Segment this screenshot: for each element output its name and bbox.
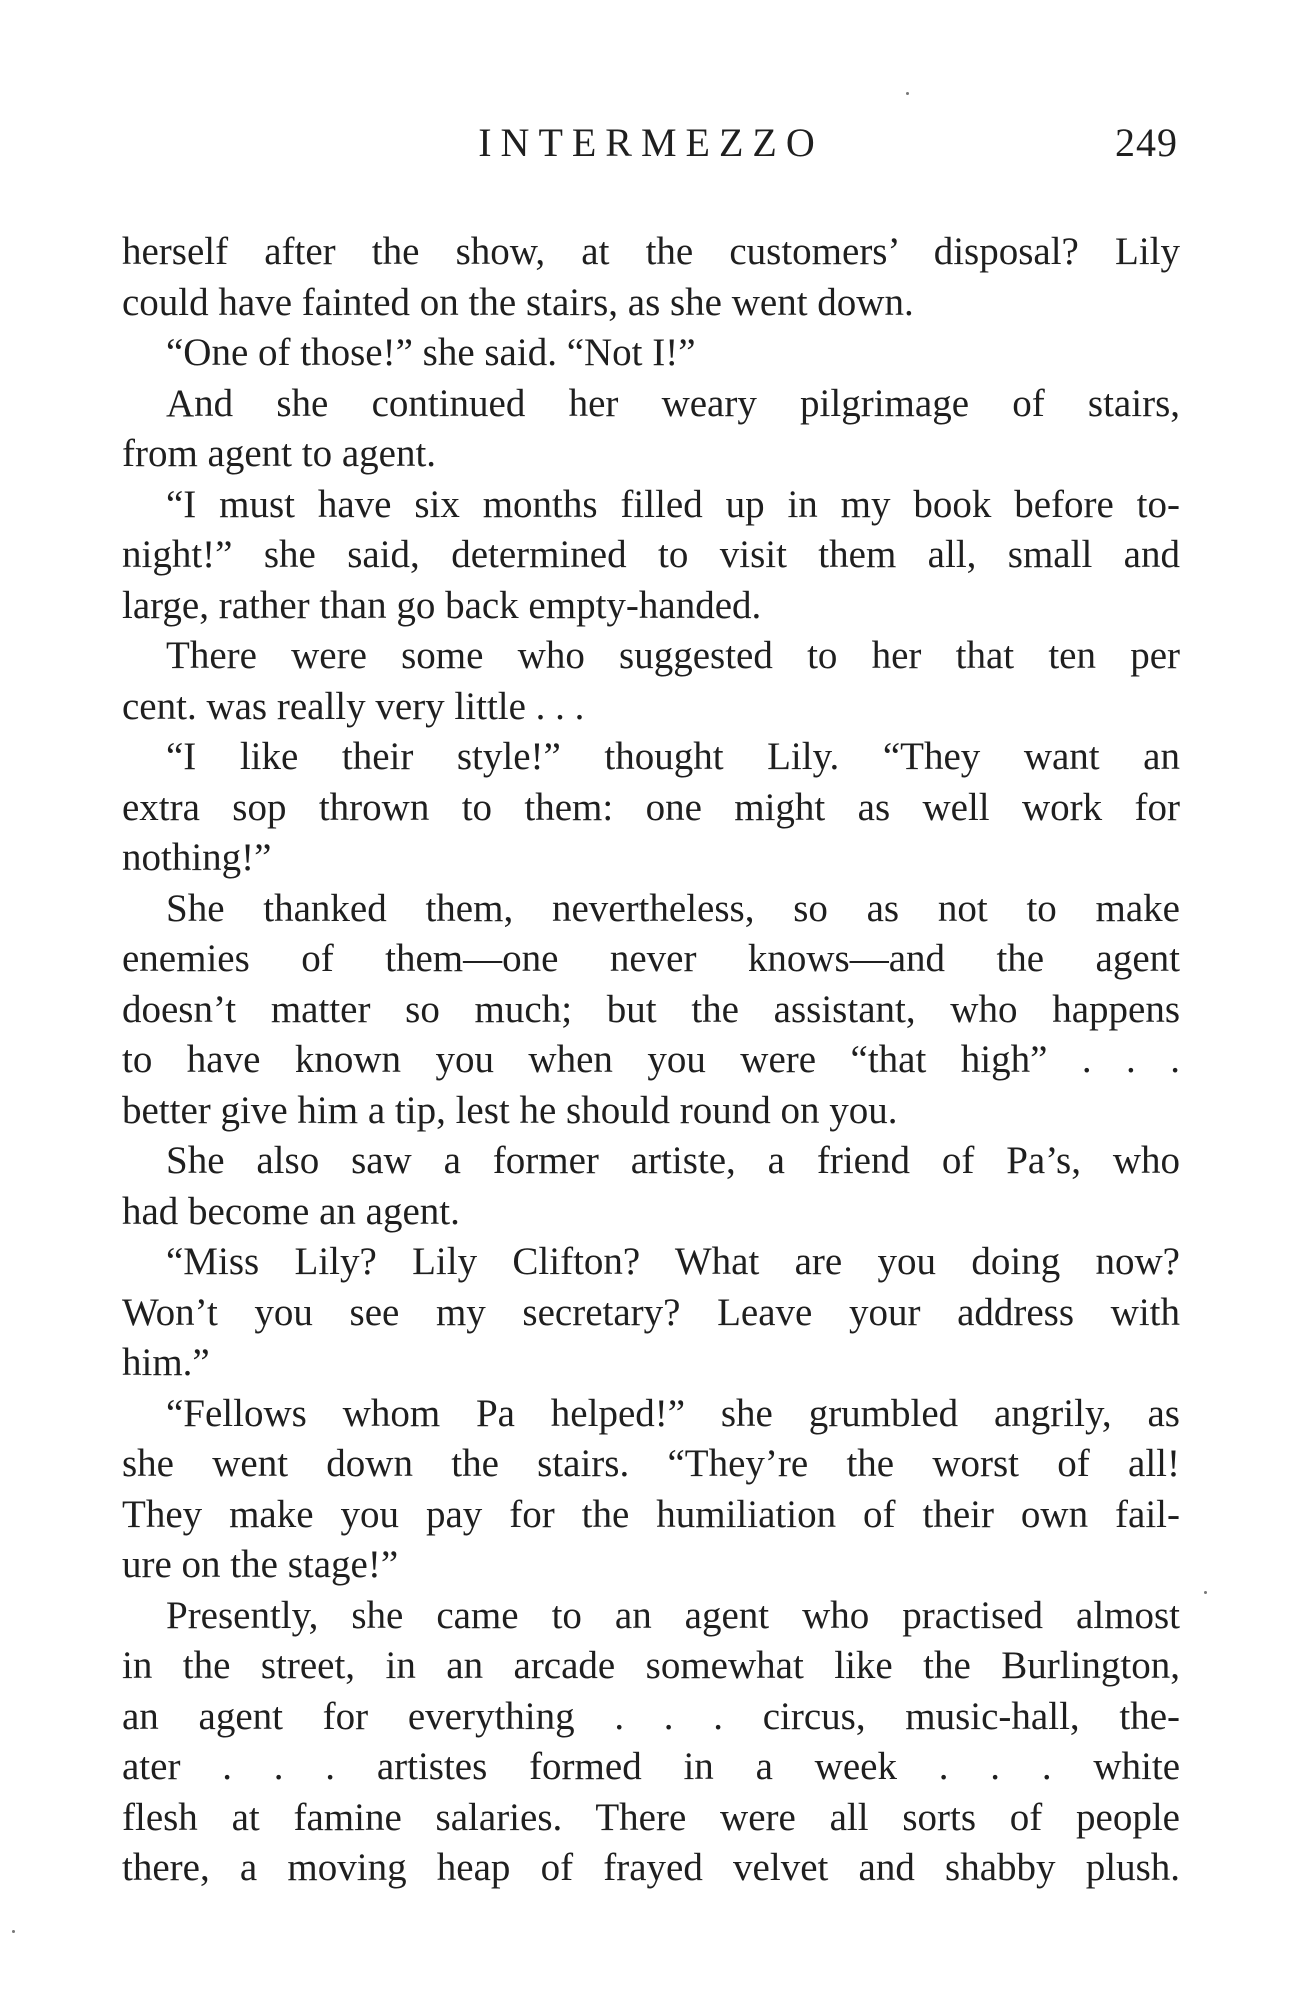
text-line: They make you pay for the humiliation of their own fail- <box>122 1492 1180 1536</box>
text-line: There were some who suggested to her that ten per <box>166 634 1180 677</box>
text-line: herself after the show, at the customers’ disposal? Lily <box>122 230 1180 273</box>
text-line: flesh at famine salaries. There were all sorts of people <box>122 1795 1180 1839</box>
text-line: from agent to agent. <box>122 432 437 475</box>
paper-speck <box>12 1930 15 1933</box>
running-title: INTERMEZZO <box>478 120 824 165</box>
text-line: night!” she said, determined to visit them all, small and <box>122 533 1180 576</box>
text-line: “Fellows whom Pa helped!” she grumbled angrily, as <box>166 1391 1180 1435</box>
text-line: enemies of them—one never knows—and the agent <box>122 937 1180 980</box>
text-line: large, rather than go back empty-handed. <box>122 583 762 627</box>
text-line: nothing!” <box>122 836 272 879</box>
text-line: better give him a tip, lest he should round on you. <box>122 1088 898 1132</box>
body-text <box>122 227 1180 1894</box>
paper-speck <box>1204 1591 1207 1594</box>
text-line: doesn’t matter so much; but the assistant, who happens <box>122 987 1180 1031</box>
text-line: an agent for everything . . . circus, music-hall, the- <box>122 1694 1180 1738</box>
text-line: Presently, she came to an agent who practised almost <box>166 1593 1180 1637</box>
paper-speck <box>906 92 909 95</box>
page-number: 249 <box>1115 120 1178 165</box>
text-line: She thanked them, nevertheless, so as not to make <box>166 886 1180 930</box>
text-line: had become an agent. <box>122 1189 460 1233</box>
text-line: Won’t you see my secretary? Leave your address with <box>122 1290 1180 1334</box>
text-line: She also saw a former artiste, a friend of Pa’s, who <box>166 1139 1180 1182</box>
text-line: “Miss Lily? Lily Clifton? What are you doing now? <box>166 1240 1180 1283</box>
text-line: “One of those!” she said. “Not I!” <box>166 331 696 374</box>
text-line: to have known you when you were “that high” . . . <box>122 1038 1180 1081</box>
text-line: And she continued her weary pilgrimage of stairs, <box>166 381 1180 425</box>
text-line: cent. was really very little . . . <box>122 684 585 728</box>
text-line: extra sop thrown to them: one might as well work for <box>122 785 1180 829</box>
running-head <box>122 118 1180 168</box>
text-line: in the street, in an arcade somewhat like the Burlington, <box>122 1644 1180 1687</box>
text-line: ure on the stage!” <box>122 1543 399 1586</box>
text-line: him.” <box>122 1341 210 1384</box>
text-line: could have fainted on the stairs, as she went down. <box>122 280 914 324</box>
text-line: “I must have six months filled up in my book before to- <box>166 482 1180 526</box>
text-line: “I like their style!” thought Lily. “They want an <box>166 735 1180 778</box>
text-line: she went down the stairs. “They’re the worst of all! <box>122 1442 1180 1485</box>
text-line: there, a moving heap of frayed velvet and shabby plush. <box>122 1846 1180 1889</box>
text-line: ater . . . artistes formed in a week . . . white <box>122 1745 1180 1788</box>
